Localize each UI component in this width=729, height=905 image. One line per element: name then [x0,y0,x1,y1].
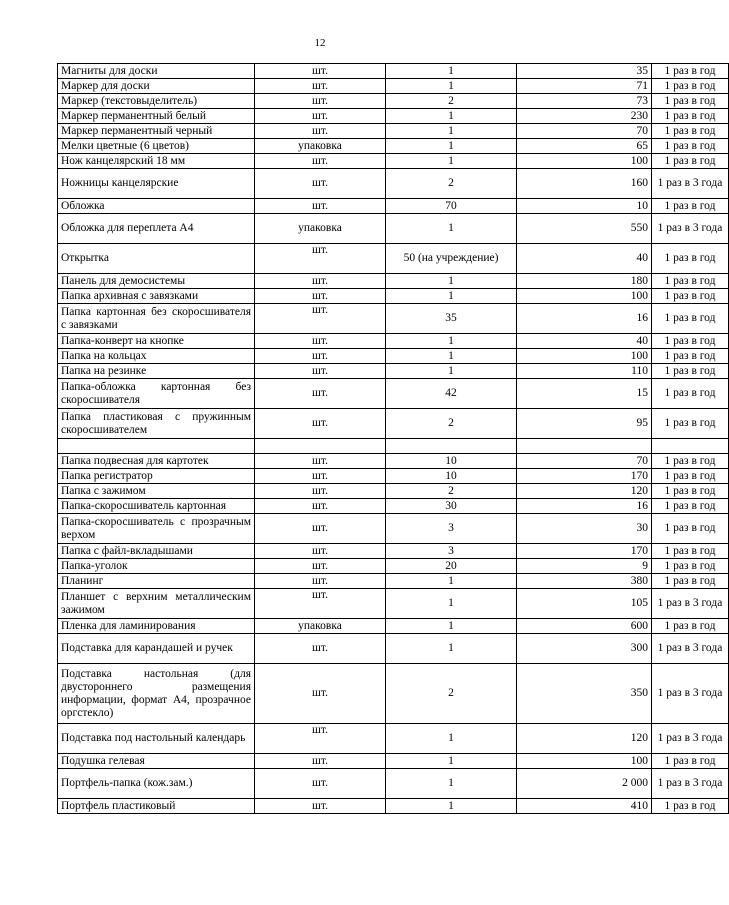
period-cell: 1 раз в 3 года [652,214,729,244]
price-cell: 65 [517,139,652,154]
quantity-cell: 3 [386,514,517,544]
price-cell: 170 [517,544,652,559]
table-row [58,514,729,544]
quantity-cell: 1 [386,289,517,304]
item-name-cell: Мелки цветные (6 цветов) [58,139,255,154]
period-cell: 1 раз в год [652,619,729,634]
period-cell: 1 раз в год [652,304,729,334]
price-cell: 160 [517,169,652,199]
period-cell [652,439,729,454]
unit-cell: шт. [255,469,386,484]
table-row [58,769,729,799]
item-name-cell: Обложка для переплета А4 [58,214,255,244]
item-name-cell: Папка-скоросшиватель с прозрачным верхом [58,514,255,544]
item-name-cell: Папка с зажимом [58,484,255,499]
table-row [58,484,729,499]
period-cell: 1 раз в год [652,139,729,154]
item-name-cell: Портфель пластиковый [58,799,255,814]
period-cell: 1 раз в год [652,94,729,109]
table-row [58,64,729,79]
period-cell: 1 раз в год [652,454,729,469]
table-row [58,124,729,139]
item-name-cell: Нож канцелярский 18 мм [58,154,255,169]
table-row [58,664,729,724]
table-row [58,559,729,574]
quantity-cell: 1 [386,724,517,754]
item-name-cell: Магниты для доски [58,64,255,79]
price-cell: 120 [517,724,652,754]
quantity-cell: 1 [386,349,517,364]
unit-cell: шт. [255,559,386,574]
unit-cell: упаковка [255,214,386,244]
quantity-cell: 1 [386,154,517,169]
item-name-cell: Папка с файл-вкладышами [58,544,255,559]
table-row [58,634,729,664]
table-row [58,334,729,349]
price-cell: 16 [517,304,652,334]
table-row [58,544,729,559]
period-cell: 1 раз в 3 года [652,169,729,199]
quantity-cell: 1 [386,364,517,379]
unit-cell: шт. [255,664,386,724]
period-cell: 1 раз в год [652,499,729,514]
unit-cell: шт. [255,634,386,664]
unit-cell: шт. [255,169,386,199]
unit-cell: шт. [255,64,386,79]
quantity-cell: 2 [386,94,517,109]
table-row [58,754,729,769]
table-row [58,289,729,304]
unit-cell: шт. [255,274,386,289]
period-cell: 1 раз в 3 года [652,769,729,799]
table-row [58,409,729,439]
table-row [58,304,729,334]
period-cell: 1 раз в год [652,379,729,409]
unit-cell: шт. [255,364,386,379]
unit-cell: шт. [255,769,386,799]
price-cell: 230 [517,109,652,124]
quantity-cell: 1 [386,139,517,154]
price-cell [517,439,652,454]
unit-cell: шт. [255,514,386,544]
quantity-cell: 1 [386,124,517,139]
table-row [58,364,729,379]
quantity-cell: 1 [386,64,517,79]
period-cell: 1 раз в год [652,289,729,304]
table-row [58,574,729,589]
price-cell: 10 [517,199,652,214]
quantity-cell: 1 [386,574,517,589]
item-name-cell: Папка пластиковая с пружинным скоросшивателем [58,409,255,439]
page-number: 12 [314,37,326,49]
item-name-cell: Подушка гелевая [58,754,255,769]
period-cell: 1 раз в год [652,484,729,499]
quantity-cell: 1 [386,214,517,244]
quantity-cell: 1 [386,754,517,769]
table-row [58,244,729,274]
item-name-cell: Подставка под настольный календарь [58,724,255,754]
unit-cell: шт. [255,244,386,274]
quantity-cell: 50 (на учреждение) [386,244,517,274]
table-row [58,199,729,214]
period-cell: 1 раз в год [652,274,729,289]
item-name-cell: Папка подвесная для картотек [58,454,255,469]
price-cell: 73 [517,94,652,109]
quantity-cell: 1 [386,769,517,799]
table-row [58,349,729,364]
period-cell: 1 раз в год [652,409,729,439]
unit-cell: шт. [255,799,386,814]
quantity-cell: 1 [386,274,517,289]
period-cell: 1 раз в год [652,514,729,544]
item-name-cell: Маркер (текстовыделитель) [58,94,255,109]
price-cell: 120 [517,484,652,499]
period-cell: 1 раз в год [652,109,729,124]
item-name-cell: Папка-уголок [58,559,255,574]
table-row [58,274,729,289]
table-row [58,619,729,634]
quantity-cell: 1 [386,619,517,634]
unit-cell: шт. [255,124,386,139]
price-cell: 2 000 [517,769,652,799]
unit-cell [255,439,386,454]
unit-cell: шт. [255,574,386,589]
quantity-cell: 3 [386,544,517,559]
item-name-cell: Папка регистратор [58,469,255,484]
quantity-cell: 20 [386,559,517,574]
table-row [58,139,729,154]
item-name-cell: Обложка [58,199,255,214]
quantity-cell: 35 [386,304,517,334]
unit-cell: шт. [255,109,386,124]
period-cell: 1 раз в год [652,544,729,559]
quantity-cell: 1 [386,79,517,94]
item-name-cell: Маркер для доски [58,79,255,94]
unit-cell: шт. [255,304,386,334]
period-cell: 1 раз в год [652,559,729,574]
price-cell: 105 [517,589,652,619]
price-cell: 110 [517,364,652,379]
quantity-cell: 10 [386,454,517,469]
item-name-cell: Пленка для ламинирования [58,619,255,634]
table-row [58,724,729,754]
price-cell: 380 [517,574,652,589]
unit-cell: шт. [255,544,386,559]
unit-cell: шт. [255,199,386,214]
price-cell: 600 [517,619,652,634]
unit-cell: шт. [255,349,386,364]
quantity-cell: 1 [386,589,517,619]
unit-cell: шт. [255,154,386,169]
period-cell: 1 раз в год [652,79,729,94]
period-cell: 1 раз в год [652,124,729,139]
period-cell: 1 раз в 3 года [652,634,729,664]
item-name-cell: Открытка [58,244,255,274]
price-cell: 15 [517,379,652,409]
table-row [58,499,729,514]
item-name-cell: Папка-скоросшиватель картонная [58,499,255,514]
unit-cell: шт. [255,379,386,409]
table-row [58,154,729,169]
quantity-cell: 2 [386,409,517,439]
item-name-cell: Папка на кольцах [58,349,255,364]
price-cell: 16 [517,499,652,514]
period-cell: 1 раз в 3 года [652,589,729,619]
table-row [58,94,729,109]
price-cell: 350 [517,664,652,724]
quantity-cell: 2 [386,664,517,724]
supplies-table [57,63,729,814]
period-cell: 1 раз в год [652,349,729,364]
quantity-cell: 2 [386,169,517,199]
quantity-cell: 1 [386,334,517,349]
item-name-cell: Маркер перманентный белый [58,109,255,124]
table-row [58,589,729,619]
unit-cell: шт. [255,754,386,769]
table-row [58,109,729,124]
price-cell: 35 [517,64,652,79]
price-cell: 40 [517,334,652,349]
unit-cell: шт. [255,334,386,349]
table-row [58,379,729,409]
item-name-cell [58,439,255,454]
unit-cell: упаковка [255,619,386,634]
unit-cell: шт. [255,484,386,499]
price-cell: 180 [517,274,652,289]
period-cell: 1 раз в 3 года [652,724,729,754]
unit-cell: упаковка [255,139,386,154]
quantity-cell: 1 [386,109,517,124]
price-cell: 410 [517,799,652,814]
quantity-cell: 2 [386,484,517,499]
period-cell: 1 раз в год [652,799,729,814]
unit-cell: шт. [255,724,386,754]
price-cell: 550 [517,214,652,244]
item-name-cell: Панель для демосистемы [58,274,255,289]
price-cell: 70 [517,124,652,139]
price-cell: 95 [517,409,652,439]
price-cell: 100 [517,754,652,769]
period-cell: 1 раз в год [652,574,729,589]
item-name-cell: Планшет с верхним металлическим зажимом [58,589,255,619]
item-name-cell: Подставка для карандашей и ручек [58,634,255,664]
period-cell: 1 раз в год [652,154,729,169]
table-row [58,214,729,244]
period-cell: 1 раз в год [652,364,729,379]
unit-cell: шт. [255,289,386,304]
price-cell: 170 [517,469,652,484]
period-cell: 1 раз в год [652,754,729,769]
quantity-cell: 42 [386,379,517,409]
quantity-cell: 30 [386,499,517,514]
item-name-cell: Папка-конверт на кнопке [58,334,255,349]
unit-cell: шт. [255,499,386,514]
item-name-cell: Подставка настольная (для двустороннего размещения информации, формат А4, прозрачное оргстекло) [58,664,255,724]
table-row [58,439,729,454]
price-cell: 300 [517,634,652,664]
quantity-cell: 70 [386,199,517,214]
price-cell: 9 [517,559,652,574]
table-row [58,169,729,199]
item-name-cell: Папка картонная без скоросшивателя с завязками [58,304,255,334]
quantity-cell: 10 [386,469,517,484]
price-cell: 100 [517,154,652,169]
quantity-cell [386,439,517,454]
price-cell: 70 [517,454,652,469]
price-cell: 40 [517,244,652,274]
unit-cell: шт. [255,409,386,439]
price-cell: 100 [517,289,652,304]
item-name-cell: Папка-обложка картонная без скоросшивателя [58,379,255,409]
period-cell: 1 раз в год [652,244,729,274]
item-name-cell: Папка на резинке [58,364,255,379]
unit-cell: шт. [255,79,386,94]
unit-cell: шт. [255,589,386,619]
quantity-cell: 1 [386,799,517,814]
item-name-cell: Планинг [58,574,255,589]
table-row [58,799,729,814]
table-row [58,454,729,469]
item-name-cell: Ножницы канцелярские [58,169,255,199]
period-cell: 1 раз в год [652,199,729,214]
period-cell: 1 раз в 3 года [652,664,729,724]
period-cell: 1 раз в год [652,334,729,349]
item-name-cell: Папка архивная с завязками [58,289,255,304]
quantity-cell: 1 [386,634,517,664]
item-name-cell: Портфель-папка (кож.зам.) [58,769,255,799]
item-name-cell: Маркер перманентный черный [58,124,255,139]
price-cell: 71 [517,79,652,94]
price-cell: 100 [517,349,652,364]
unit-cell: шт. [255,94,386,109]
table-row [58,79,729,94]
unit-cell: шт. [255,454,386,469]
table-row [58,469,729,484]
price-cell: 30 [517,514,652,544]
period-cell: 1 раз в год [652,64,729,79]
period-cell: 1 раз в год [652,469,729,484]
